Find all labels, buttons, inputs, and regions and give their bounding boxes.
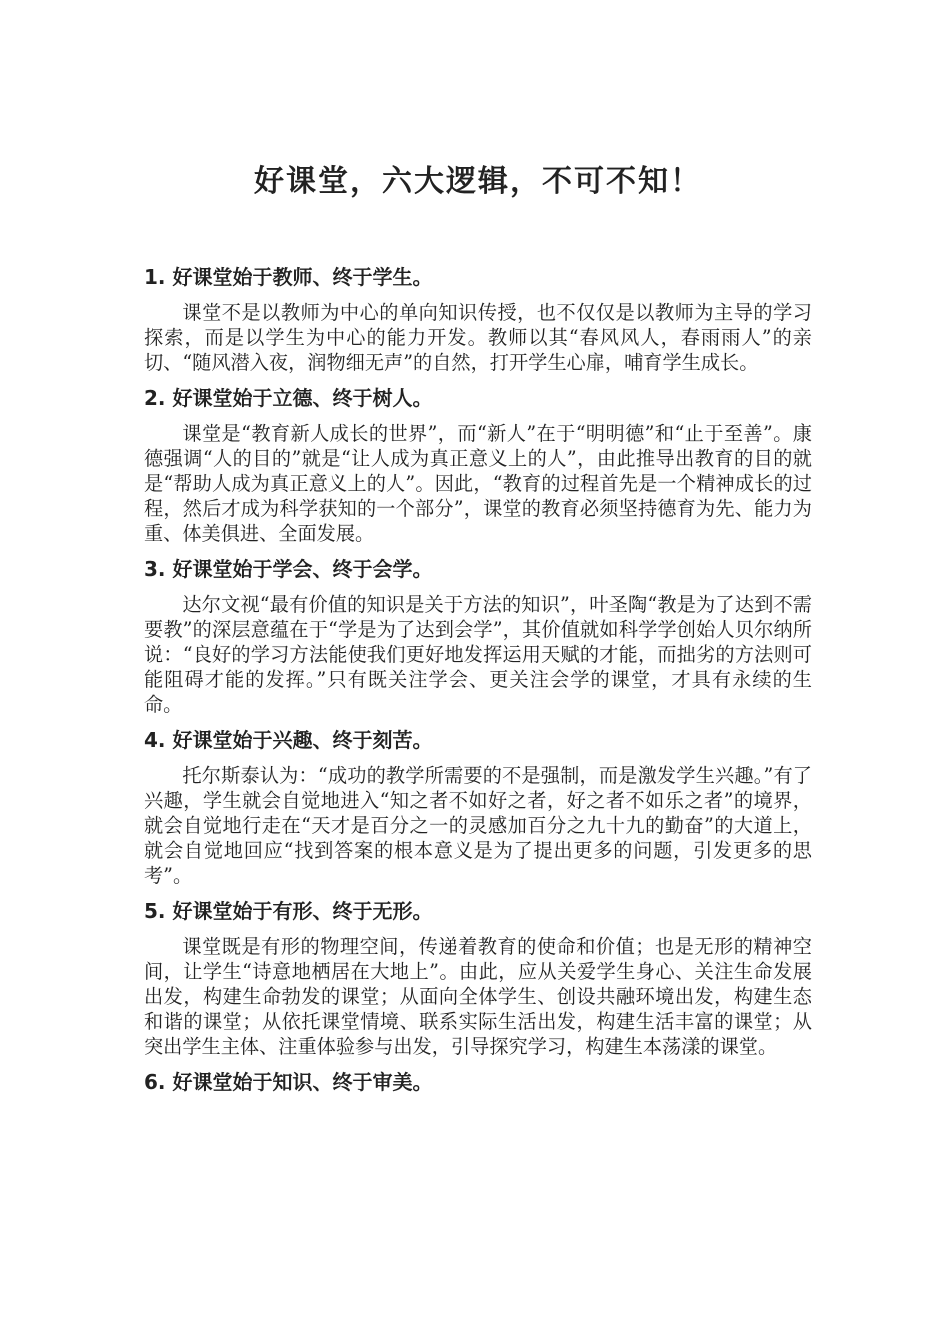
section-heading: 1. 好课堂始于教师、终于学生。 [144, 265, 433, 289]
section-5 [144, 896, 812, 1059]
section-heading: 4. 好课堂始于兴趣、终于刻苦。 [144, 728, 433, 752]
section-4 [144, 725, 812, 888]
section-2 [144, 383, 812, 546]
section-heading: 6. 好课堂始于知识、终于审美。 [144, 1070, 433, 1094]
section-paragraph: 托尔斯泰认为：“成功的教学所需要的不是强制，而是激发学生兴趣。”有了兴趣，学生就会自觉地进入“知之者不如好之者，好之者不如乐之者”的境界，就会自觉地行走在“天才是百分之一的灵感加百分之九十九的勤奋”的大道上，就会自觉地回应“找到答案的根本意义是为了提出更多的问题，引发更多的思考”。 [144, 764, 812, 887]
section-paragraph: 课堂既是有形的物理空间，传递着教育的使命和价值；也是无形的精神空间，让学生“诗意地栖居在大地上”。由此，应从关爱学生身心、关注生命发展出发，构建生命勃发的课堂；从面向全体学生、创设共融环境出发，构建生态和谐的课堂；从依托课堂情境、联系实际生活出发，构建生活丰富的课堂；从突出学生主体、注重体验参与出发，引导探究学习，构建生本荡漾的课堂。 [144, 935, 812, 1058]
section-paragraph: 达尔文视“最有价值的知识是关于方法的知识”，叶圣陶“教是为了达到不需要教”的深层意蕴在于“学是为了达到会学”，其价值就如科学学创始人贝尔纳所说：“良好的学习方法能使我们更好地发挥运用天赋的才能，而拙劣的方法则可能阻碍才能的发挥。”只有既关注学会、更关注会学的课堂，才具有永续的生命。 [144, 593, 812, 716]
section-paragraph: 课堂不是以教师为中心的单向知识传授，也不仅仅是以教师为主导的学习探索，而是以学生为中心的能力开发。教师以其“春风风人，春雨雨人”的亲切、“随风潜入夜，润物细无声”的自然，打开学生心扉，哺育学生成长。 [144, 301, 812, 374]
document-title: 好课堂，六大逻辑，不可不知！ [254, 164, 702, 199]
section-heading: 3. 好课堂始于学会、终于会学。 [144, 557, 433, 581]
section-6 [144, 1067, 812, 1097]
document-sections [144, 262, 812, 1105]
section-heading: 5. 好课堂始于有形、终于无形。 [144, 899, 433, 923]
section-1 [144, 262, 812, 375]
section-heading: 2. 好课堂始于立德、终于树人。 [144, 386, 433, 410]
section-3 [144, 554, 812, 717]
section-paragraph: 课堂是“教育新人成长的世界”，而“新人”在于“明明德”和“止于至善”。康德强调“人的目的”就是“让人成为真正意义上的人”，由此推导出教育的目的就是“帮助人成为真正意义上的人”。因此，“教育的过程首先是一个精神成长的过程，然后才成为科学获知的一个部分”，课堂的教育必须坚持德育为先、能力为重、体美俱进、全面发展。 [144, 422, 812, 545]
